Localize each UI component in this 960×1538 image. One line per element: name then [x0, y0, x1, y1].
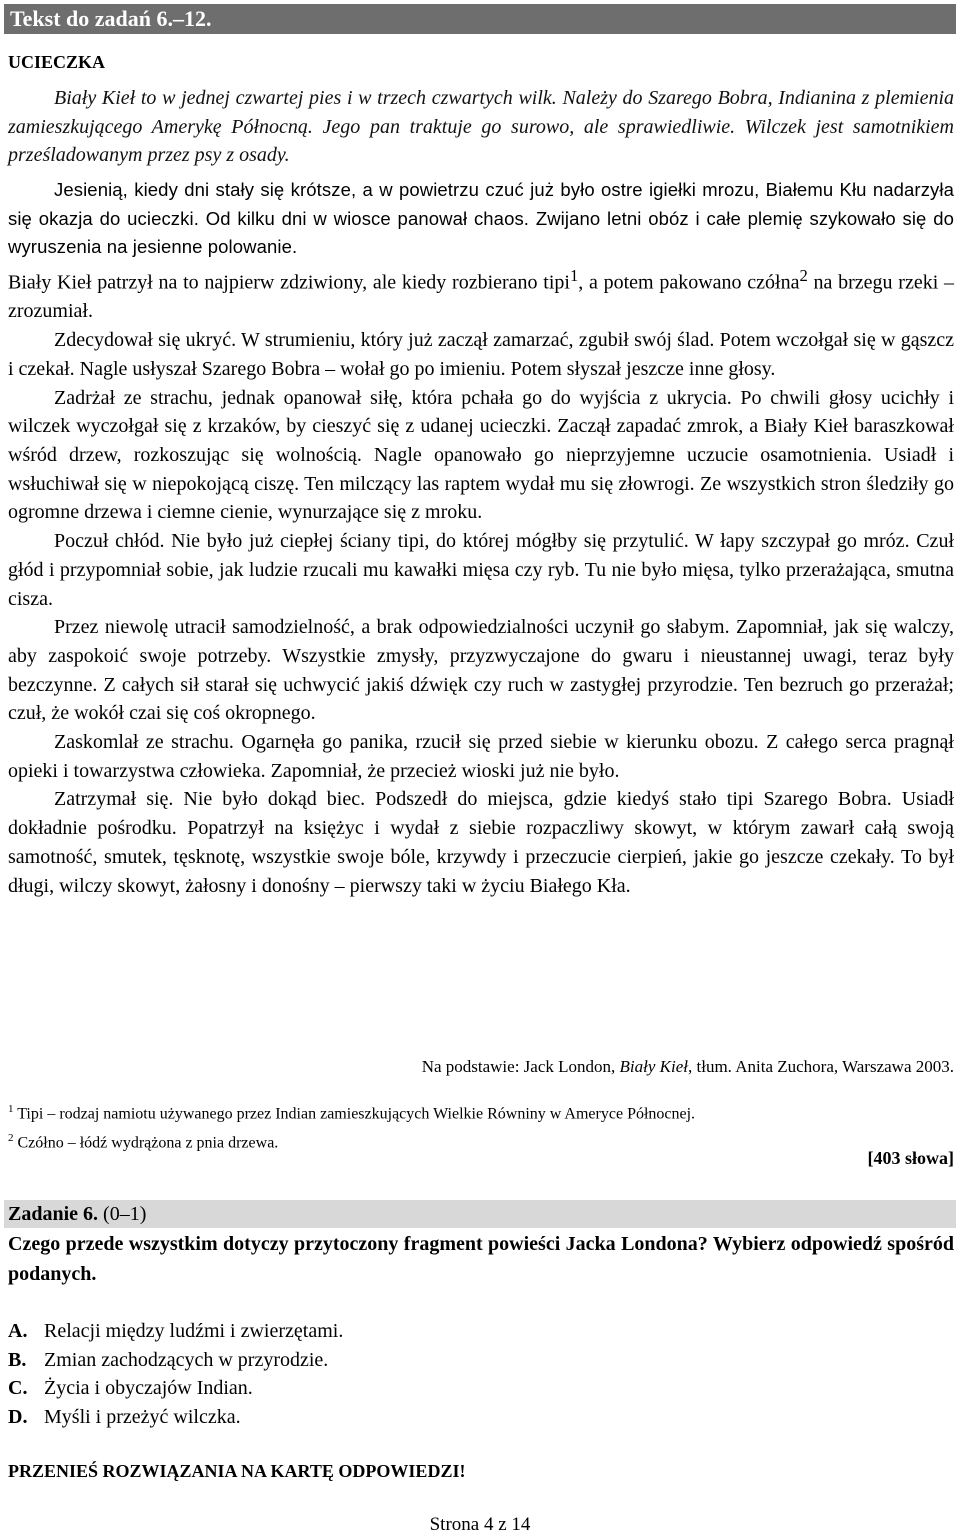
option-b-text: Zmian zachodzących w przyrodzie. — [44, 1348, 329, 1371]
footnote-1-mark: 1 — [8, 1103, 14, 1115]
option-c-letter: C. — [8, 1377, 28, 1399]
paragraph-5: Przez niewolę utracił samodzielność, a brak odpowiedzialności uczynił go słabym. Zapomniał, jak się walczy, aby zaspokoić swoje potrzeby. Wszystkie zmysły, przyzwyczajone do gwaru i nieustannej uwagi, teraz były bezczynne. Z całych sił starał się uchwycić jakiś dźwięk czy ruch w zastygłej przyrodzie. Ten bezruch go przerażał; czuł, że wokół czai się coś okropnego. — [8, 616, 954, 725]
option-a-letter: A. — [8, 1320, 28, 1342]
story-title: UCIECZKA — [8, 52, 106, 72]
footnote-2-mark: 2 — [8, 1132, 14, 1145]
source-citation — [422, 1057, 954, 1077]
footnote-ref-1: 1 — [569, 266, 579, 286]
answer-options — [8, 1317, 343, 1431]
story-body — [8, 176, 954, 900]
option-a-text: Relacji między ludźmi i zwierzętami. — [44, 1320, 344, 1342]
footnotes — [8, 1097, 695, 1156]
intro-paragraph: Biały Kieł to w jednej czwartej pies i w trzech czwartych wilk. Należy do Szarego Bobra, Indianina z plemienia zamieszkującego Amerykę Północną. Jego pan traktuje go surowo, ale sprawiedliwie. Wilczek jest samotnikiem prześladowanym przez psy z osady. — [8, 87, 954, 167]
option-a[interactable] — [8, 1317, 343, 1346]
paragraph-1-part-c: , a potem pakowano czółna — [578, 271, 800, 294]
footnote-1 — [8, 1097, 695, 1126]
paragraph-1-part-a: Jesienią, kiedy dni stały się krótsze, a w powietrzu czuć już było ostre igiełki mrozu, Białemu Kłu nadarzyła się okazja do ucieczki. Od kilku dni w wiosce panował chaos. Zwijano letni obóz i całe plemię szykowało się do wyruszenia na jesienne polowanie. — [8, 179, 954, 258]
option-b-letter: B. — [8, 1348, 27, 1371]
task-header — [4, 1200, 956, 1228]
footnote-2 — [8, 1126, 695, 1155]
story-intro — [8, 84, 954, 170]
source-prefix: Na podstawie: Jack London, — [421, 1057, 620, 1076]
paragraph-1-part-d: na brzegu rzeki – zrozumiał. — [8, 271, 954, 323]
answer-card-instruction: PRZENIEŚ ROZWIĄZANIA NA KARTĘ ODPOWIEDZI! — [8, 1461, 466, 1481]
task-label: Zadanie 6. — [8, 1203, 99, 1225]
option-d-letter: D. — [8, 1405, 28, 1428]
word-count: [403 słowa] — [867, 1148, 954, 1168]
paragraph-1-part-b: Biały Kieł patrzył na to najpierw zdziwiony, ale kiedy rozbierano tipi — [8, 271, 570, 294]
option-c-text: Życia i obyczajów Indian. — [44, 1377, 253, 1399]
option-b[interactable] — [8, 1346, 343, 1375]
footnote-2-text: Czółno – łódź wydrążona z pnia drzewa. — [17, 1134, 279, 1152]
option-d-text: Myśli i przeżyć wilczka. — [44, 1405, 241, 1428]
paragraph-2: Zdecydował się ukryć. W strumieniu, który już zaczął zamarzać, zgubił swój ślad. Potem wczołgał się w gąszcz i czekał. Nagle usłyszał Szarego Bobra – wołał go po imieniu. Potem słyszał jeszcze inne głosy. — [8, 329, 954, 380]
paragraph-6: Zaskomlał ze strachu. Ogarnęła go panika, rzucił się przed siebie w kierunku obozu. Z całego serca pragnął opieki i towarzystwa człowieka. Zapomniał, że przecież wioski już nie było. — [8, 731, 954, 782]
option-d[interactable] — [8, 1403, 343, 1432]
paragraph-1 — [8, 176, 954, 262]
option-c[interactable] — [8, 1374, 343, 1403]
paragraph-7: Zatrzymał się. Nie było dokąd biec. Podszedł do miejsca, gdzie kiedyś stało tipi Szarego Bobra. Usiadł dokładnie pośrodku. Popatrzył na księżyc i wydał z siebie rozpaczliwy skowyt, w którym zawarł całą swoją samotność, smutek, tęsknotę, wszystkie swoje bóle, krzywdy i przeczucie cierpień, jakie go jeszcze czekały. To był długi, wilczy skowyt, żałosny i donośny – pierwszy taki w życiu Białego Kła. — [8, 788, 954, 897]
paragraph-1-continued — [8, 262, 954, 326]
paragraph-3: Zadrżał ze strachu, jednak opanował siłę, która pchała go do wyjścia z ukrycia. Po chwili głosy ucichły i wilczek wyczołgał się z krzaków, by cieszyć się z udanej ucieczki. Zaczął zapadać zmrok, a Biały Kieł baraszkował wśród drzew, rozkoszując się wolnością. Nagle opanowało go nieprzyjemne uczucie osamotnienia. Usiadł i wsłuchiwał się w niepokojącą ciszę. Ten milczący las raptem wydał mu się złowrogi. Ze wszystkich stron śledziły go ogromne drzewa i ciemne cienie, wynurzające się z mroku. — [8, 386, 954, 524]
footnote-1-text: Tipi – rodzaj namiotu używanego przez Indian zamieszkujących Wielkie Równiny w Ameryce Północnej. — [17, 1105, 696, 1123]
source-book-title: Biały Kieł — [619, 1057, 688, 1076]
source-suffix: , tłum. Anita Zuchora, Warszawa 2003. — [688, 1057, 954, 1076]
footnote-ref-2: 2 — [799, 266, 808, 286]
section-header: Tekst do zadań 6.–12. — [4, 4, 956, 34]
task-points: (0–1) — [103, 1203, 147, 1225]
paragraph-4: Poczuł chłód. Nie było już ciepłej ściany tipi, do której mógłby się przytulić. W łapy szczypał go mróz. Czuł głód i przypomniał sobie, jak ludzie rzucali mu kawałki mięsa czy ryb. Tu nie było mięsa, tylko przerażająca, smutna cisza. — [8, 530, 954, 610]
task-question: Czego przede wszystkim dotyczy przytoczony fragment powieści Jacka Londona? Wybierz odpowiedź spośród podanych. — [8, 1233, 954, 1285]
page-number: Strona 4 z 14 — [429, 1514, 531, 1535]
